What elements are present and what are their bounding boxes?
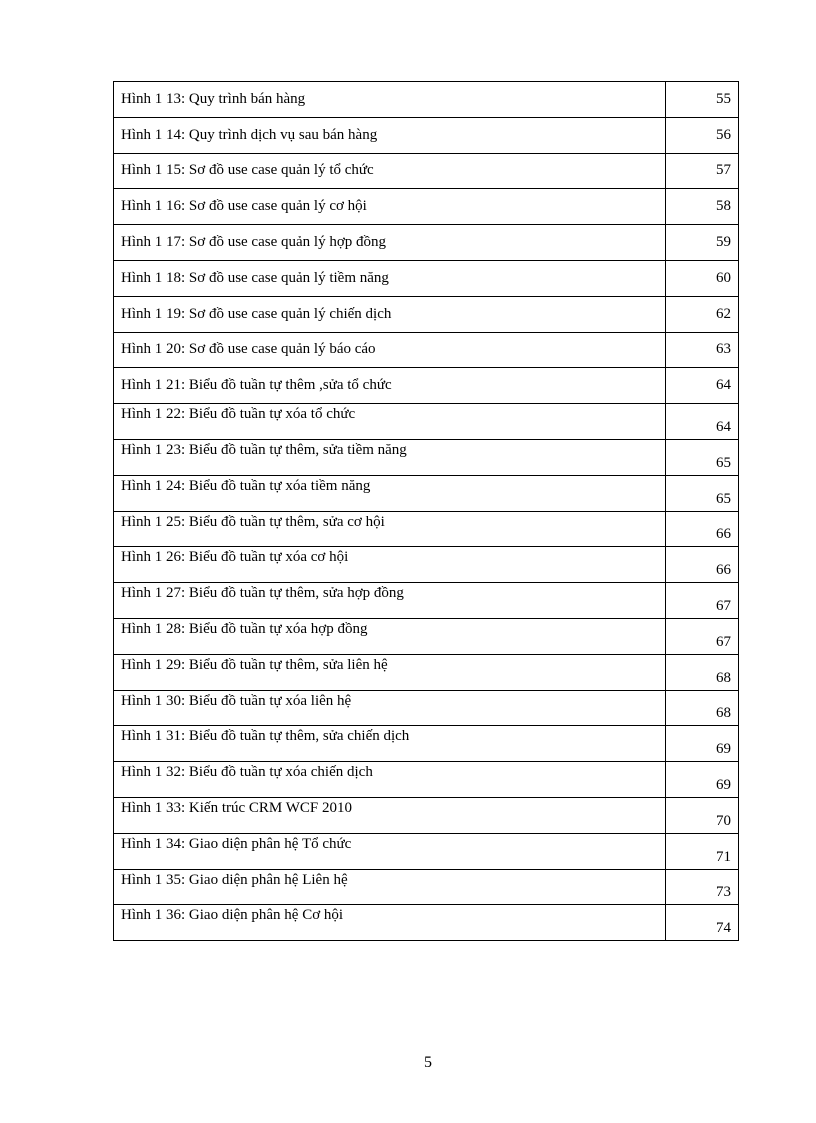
figure-page-number: 74 — [666, 905, 739, 941]
table-row — [114, 690, 739, 726]
table-row — [114, 153, 739, 189]
figure-page-number: 64 — [666, 368, 739, 404]
figure-caption: Hình 1 21: Biểu đồ tuần tự thêm ,sửa tổ chức — [114, 368, 666, 404]
figure-caption: Hình 1 35: Giao diện phân hệ Liên hệ — [114, 869, 666, 905]
figure-page-number: 67 — [666, 618, 739, 654]
figure-caption: Hình 1 24: Biểu đồ tuần tự xóa tiềm năng — [114, 475, 666, 511]
table-row — [114, 368, 739, 404]
figure-caption: Hình 1 25: Biểu đồ tuần tự thêm, sửa cơ hội — [114, 511, 666, 547]
figure-caption: Hình 1 28: Biểu đồ tuần tự xóa hợp đồng — [114, 618, 666, 654]
figure-caption: Hình 1 22: Biểu đồ tuần tự xóa tổ chức — [114, 404, 666, 440]
figure-caption: Hình 1 30: Biểu đồ tuần tự xóa liên hệ — [114, 690, 666, 726]
table-row — [114, 82, 739, 118]
figure-caption: Hình 1 27: Biểu đồ tuần tự thêm, sửa hợp đồng — [114, 583, 666, 619]
table-row — [114, 189, 739, 225]
figure-page-number: 63 — [666, 332, 739, 368]
figure-caption: Hình 1 33: Kiến trúc CRM WCF 2010 — [114, 797, 666, 833]
table-row — [114, 225, 739, 261]
figure-page-number: 69 — [666, 726, 739, 762]
figure-page-number: 71 — [666, 833, 739, 869]
figure-caption: Hình 1 15: Sơ đồ use case quản lý tổ chức — [114, 153, 666, 189]
figure-caption: Hình 1 20: Sơ đồ use case quản lý báo cáo — [114, 332, 666, 368]
figure-caption: Hình 1 17: Sơ đồ use case quản lý hợp đồng — [114, 225, 666, 261]
figure-page-number: 68 — [666, 654, 739, 690]
page-number: 5 — [424, 1054, 432, 1071]
table-row — [114, 332, 739, 368]
table-row — [114, 511, 739, 547]
figure-page-number: 65 — [666, 439, 739, 475]
table-row — [114, 869, 739, 905]
table-row — [114, 618, 739, 654]
figure-caption: Hình 1 32: Biểu đồ tuần tự xóa chiến dịch — [114, 762, 666, 798]
table-row — [114, 762, 739, 798]
figure-page-number: 65 — [666, 475, 739, 511]
table-row — [114, 260, 739, 296]
figure-caption: Hình 1 34: Giao diện phân hệ Tổ chức — [114, 833, 666, 869]
figure-caption: Hình 1 13: Quy trình bán hàng — [114, 82, 666, 118]
table-row — [114, 654, 739, 690]
figure-page-number: 68 — [666, 690, 739, 726]
table-row — [114, 547, 739, 583]
figure-page-number: 62 — [666, 296, 739, 332]
table-row — [114, 296, 739, 332]
table-row — [114, 726, 739, 762]
figure-caption: Hình 1 18: Sơ đồ use case quản lý tiềm năng — [114, 260, 666, 296]
figure-caption: Hình 1 31: Biểu đồ tuần tự thêm, sửa chiến dịch — [114, 726, 666, 762]
table-row — [114, 117, 739, 153]
figure-list-table — [113, 81, 739, 941]
table-row — [114, 797, 739, 833]
figure-caption: Hình 1 16: Sơ đồ use case quản lý cơ hội — [114, 189, 666, 225]
table-row — [114, 439, 739, 475]
figure-page-number: 66 — [666, 511, 739, 547]
figure-caption: Hình 1 19: Sơ đồ use case quản lý chiến dịch — [114, 296, 666, 332]
figure-page-number: 73 — [666, 869, 739, 905]
figure-caption: Hình 1 26: Biểu đồ tuần tự xóa cơ hội — [114, 547, 666, 583]
figure-caption: Hình 1 29: Biểu đồ tuần tự thêm, sửa liên hệ — [114, 654, 666, 690]
table-row — [114, 583, 739, 619]
figure-page-number: 59 — [666, 225, 739, 261]
figure-page-number: 66 — [666, 547, 739, 583]
figure-page-number: 58 — [666, 189, 739, 225]
table-row — [114, 404, 739, 440]
table-row — [114, 475, 739, 511]
figure-page-number: 64 — [666, 404, 739, 440]
figure-page-number: 57 — [666, 153, 739, 189]
figure-caption: Hình 1 14: Quy trình dịch vụ sau bán hàng — [114, 117, 666, 153]
figure-page-number: 69 — [666, 762, 739, 798]
table-row — [114, 905, 739, 941]
figure-page-number: 56 — [666, 117, 739, 153]
figure-caption: Hình 1 23: Biểu đồ tuần tự thêm, sửa tiềm năng — [114, 439, 666, 475]
figure-caption: Hình 1 36: Giao diện phân hệ Cơ hội — [114, 905, 666, 941]
figure-page-number: 67 — [666, 583, 739, 619]
table-row — [114, 833, 739, 869]
figure-page-number: 60 — [666, 260, 739, 296]
figure-page-number: 70 — [666, 797, 739, 833]
figure-page-number: 55 — [666, 82, 739, 118]
